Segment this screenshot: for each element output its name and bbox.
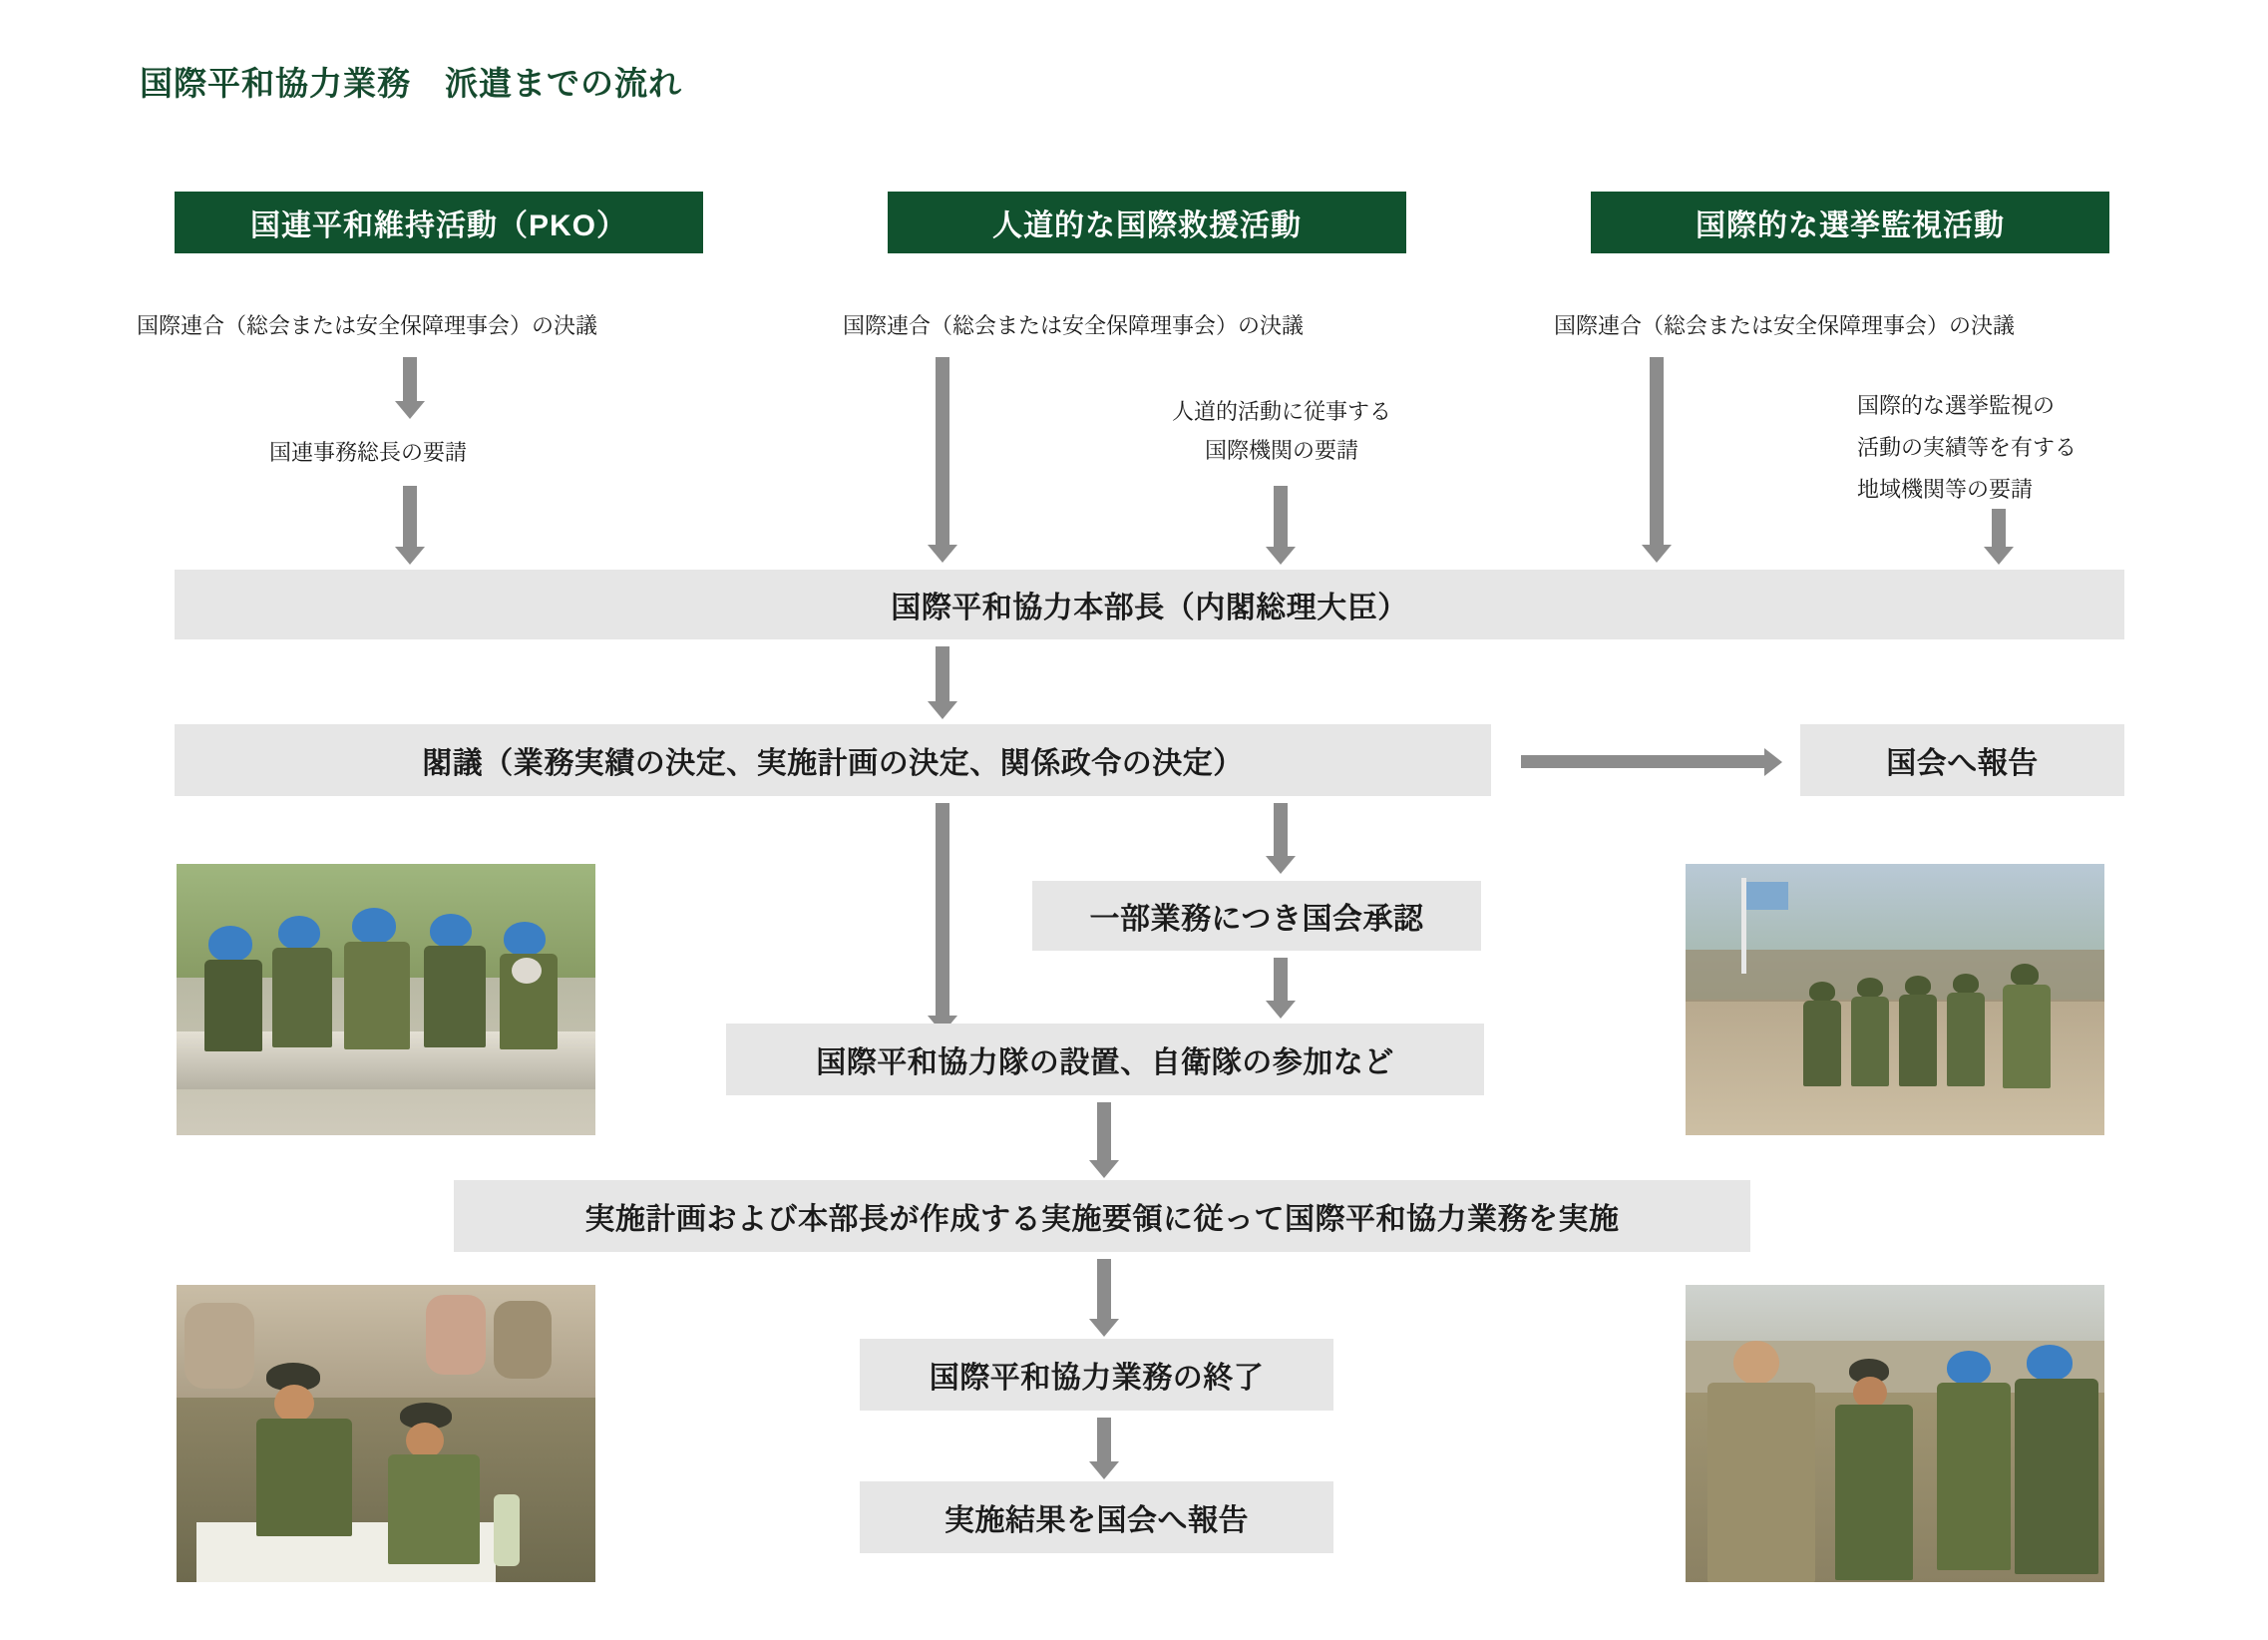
column-header-humanitarian: 人道的な国際救援活動 bbox=[888, 192, 1406, 253]
implementation-box: 実施計画および本部長が作成する実施要領に従って国際平和協力業務を実施 bbox=[454, 1180, 1750, 1252]
arrow-cabinet-to-report bbox=[1521, 755, 1765, 768]
arrow-completion-to-result-report bbox=[1097, 1418, 1111, 1463]
arrow-cabinet-to-diet-approval bbox=[1274, 803, 1288, 858]
arrow-humanitarian-resolution-to-headquarters bbox=[936, 357, 949, 547]
photo-field-coordination bbox=[1686, 1285, 2104, 1582]
arrow-election-request-to-headquarters bbox=[1992, 509, 2006, 549]
arrow-corps-to-implementation bbox=[1097, 1102, 1111, 1162]
completion-box: 国際平和協力業務の終了 bbox=[860, 1339, 1333, 1411]
election-request-line2: 活動の実績等を有する bbox=[1857, 435, 2078, 460]
diet-approval-box: 一部業務につき国会承認 bbox=[1032, 881, 1481, 951]
election-request-line3: 地域機関等の要請 bbox=[1857, 477, 2034, 502]
arrow-diet-approval-to-corps bbox=[1274, 958, 1288, 1003]
arrow-pko-request-to-headquarters bbox=[403, 486, 417, 549]
photo-humanitarian-aid bbox=[177, 1285, 595, 1582]
pko-request-text: 国連事務総長の要請 bbox=[269, 440, 468, 465]
arrow-headquarters-to-cabinet bbox=[936, 646, 949, 703]
election-request-line1: 国際的な選挙監視の bbox=[1857, 393, 2056, 418]
corps-establishment-box: 国際平和協力隊の設置、自衛隊の参加など bbox=[726, 1024, 1484, 1095]
humanitarian-request-line2: 国際機関の要請 bbox=[1204, 438, 1358, 463]
arrow-pko-resolution-to-request bbox=[403, 357, 417, 403]
photo-pko-engineering bbox=[177, 864, 595, 1135]
headquarters-box: 国際平和協力本部長（内閣総理大臣） bbox=[175, 570, 2124, 639]
report-to-diet-box: 国会へ報告 bbox=[1800, 724, 2124, 796]
election-resolution-text: 国際連合（総会または安全保障理事会）の決議 bbox=[1554, 313, 2016, 338]
column-header-pko: 国連平和維持活動（PKO） bbox=[175, 192, 703, 253]
pko-resolution-text: 国際連合（総会または安全保障理事会）の決議 bbox=[137, 313, 598, 338]
arrow-humanitarian-request-to-headquarters bbox=[1274, 486, 1288, 549]
humanitarian-request-line1: 人道的活動に従事する bbox=[1171, 399, 1391, 424]
arrow-implementation-to-completion bbox=[1097, 1259, 1111, 1321]
humanitarian-resolution-text: 国際連合（総会または安全保障理事会）の決議 bbox=[843, 313, 1305, 338]
arrow-cabinet-to-corps bbox=[936, 803, 949, 1018]
photo-election-monitoring bbox=[1686, 864, 2104, 1135]
result-report-box: 実施結果を国会へ報告 bbox=[860, 1481, 1333, 1553]
column-header-election: 国際的な選挙監視活動 bbox=[1591, 192, 2109, 253]
page-title: 国際平和協力業務 派遣までの流れ bbox=[140, 65, 682, 102]
arrow-election-resolution-to-headquarters bbox=[1650, 357, 1664, 547]
cabinet-meeting-box: 閣議（業務実績の決定、実施計画の決定、関係政令の決定） bbox=[175, 724, 1491, 796]
